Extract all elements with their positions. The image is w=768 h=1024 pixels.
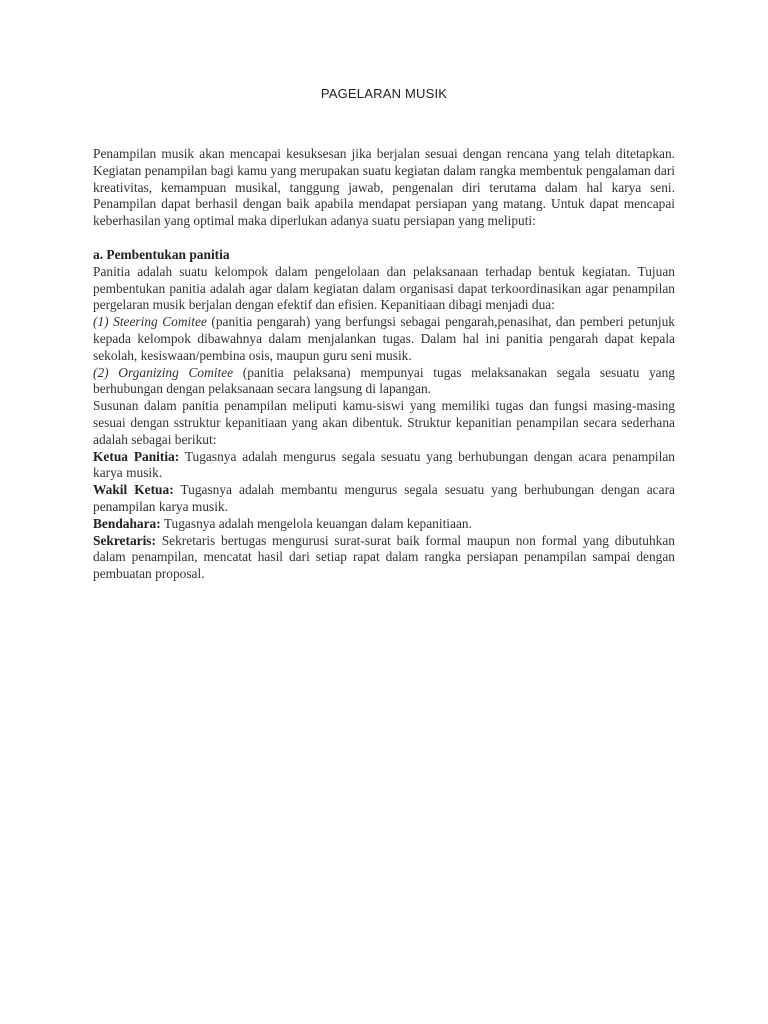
section-a-heading	[93, 247, 675, 264]
section-a-heading-text: a. Pembentukan panitia	[93, 246, 230, 262]
role-description: Tugasnya adalah membantu mengurus segala sesuatu yang berhubungan dengan acara penampilan karya musik.	[93, 482, 675, 514]
organizing-committee-label: (2) Organizing Comitee	[93, 364, 234, 380]
role-label: Ketua Panitia:	[93, 448, 180, 464]
role-description: Tugasnya adalah mengurus segala sesuatu yang berhubungan dengan acara penampilan karya musik.	[93, 448, 676, 481]
role-bendahara	[93, 516, 675, 533]
role-description: Tugasnya adalah mengelola keuangan dalam kepanitiaan.	[160, 515, 472, 531]
steering-committee-item	[93, 314, 675, 364]
role-ketua-panitia	[93, 449, 675, 483]
role-sekretaris	[93, 533, 675, 583]
paragraph-spacer	[93, 230, 675, 247]
document-title: PAGELARAN MUSIK	[320, 86, 448, 101]
role-description: Sekretaris bertugas mengurusi surat-surat baik formal maupun non formal yang dibutuhkan dalam penampilan, mencatat hasil dari setiap rapat dalam rangka persiapan penampilan sampai dengan pembuatan proposal.	[93, 532, 675, 582]
section-a-paragraph-1: Panitia adalah suatu kelompok dalam pengelolaan dan pelaksanaan terhadap bentuk kegiatan. Tujuan pembentukan panitia adalah agar dalam kegiatan dalam organisasi dapat terkoordinasikan agar penampilan pergelaran musik berjalan dengan efektif dan efisien. Kepanitiaan dibagi menjadi dua:	[93, 263, 675, 313]
role-wakil-ketua	[93, 482, 675, 516]
section-a-paragraph-2: Susunan dalam panitia penampilan meliputi kamu-siswi yang memiliki tugas dan fungsi masing-masing sesuai dengan sstruktur kepanitiaan yang akan dibentuk. Struktur kepanitian penampilan secara sederhana adalah sebagai berikut:	[93, 398, 675, 447]
role-label: Bendahara:	[93, 515, 161, 531]
role-label: Wakil Ketua:	[93, 482, 174, 498]
steering-committee-text: (panitia pengarah) yang berfungsi sebagai pengarah,penasihat, dan pemberi petunjuk kepada kelompok dibawahnya dalam menjalankan tugas. Dalam hal ini panitia pengarah dapat kepala sekolah, kesiswaan/pembina osis, maupun guru seni musik.	[93, 314, 675, 363]
role-label: Sekretaris:	[93, 532, 156, 548]
document-body	[93, 146, 675, 583]
organizing-committee-text: (panitia pelaksana) mempunyai tugas melaksanakan segala sesuatu yang berhubungan dengan pelaksanaan secara langsung di lapangan.	[93, 364, 675, 397]
intro-paragraph: Penampilan musik akan mencapai kesuksesan jika berjalan sesuai dengan rencana yang telah ditetapkan. Kegiatan penampilan bagi kamu yang merupakan suatu kegiatan dalam rangka membentuk pengalaman dari kreativitas, kemampuan musikal, tanggung jawab, pengenalan diri terutama dalam hal karya seni. Penampilan dapat berhasil dengan baik apabila mendapat persiapan yang matang. Untuk dapat mencapai keberhasilan yang optimal maka diperlukan adanya suatu persiapan yang meliputi:	[93, 146, 675, 229]
organizing-committee-item	[93, 365, 675, 399]
steering-committee-label: (1) Steering Comitee	[93, 314, 207, 330]
